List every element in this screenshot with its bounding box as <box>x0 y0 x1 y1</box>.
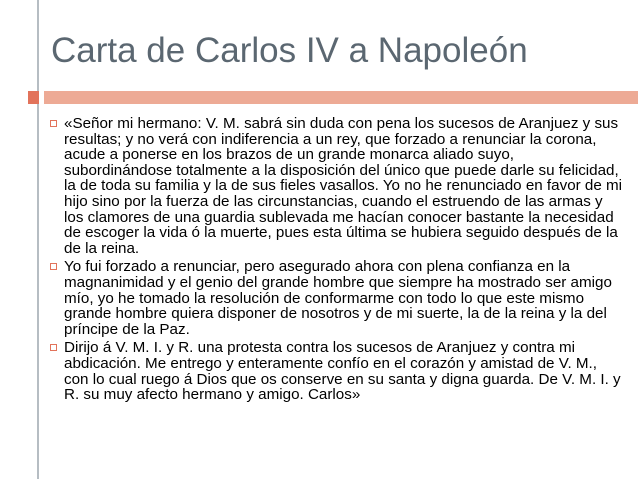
slide-title: Carta de Carlos IV a Napoleón <box>51 31 528 70</box>
square-bullet-icon <box>50 344 57 351</box>
square-bullet-icon <box>50 263 57 270</box>
paragraph-text: Yo fui forzado a renunciar, pero asegurado ahora con plena confianza en la magnanimidad y el genio del grande hombre que siempre ha mostrado ser amigo mío, yo he tomado la resolución de conformarme con todo lo que este mismo grande hombre quiera disponer de nosotros y de mi suerte, la de la reina y la del príncipe de la Paz. <box>64 258 612 338</box>
letter-paragraph-1 <box>50 116 625 256</box>
paragraph-text: Dirijo á V. M. I. y R. una protesta contra los sucesos de Aranjuez y contra mi abdicación. Me entrego y enteramente confío en el corazón y amistad de V. M., con lo cual ruego á Dios que os conserve en su santa y digna guarda. De V. M. I. y R. su muy afecto hermano y amigo. Carlos» <box>64 339 621 404</box>
square-bullet-icon <box>50 120 57 127</box>
letter-body <box>50 116 625 406</box>
paragraph-text: «Señor mi hermano: V. M. sabrá sin duda con pena los sucesos de Aranjuez y sus resultas; y no verá con indiferencia a un rey, que forzado a renunciar la corona, acude a ponerse en los brazos de un grande monarca aliado suyo, subordinándose totalmente a la disposición del único que puede darle su felicidad, la de toda su familia y la de sus fieles vasallos. Yo no he renunciado en favor de mi hijo sino por la fuerza de las circunstancias, cuando el estruendo de las armas y los clamores de una guardia sublevada me hacían conocer bastante la necesidad de escoger la vida ó la muerte, pues esta última se hubiera seguido después de la de la reina. <box>64 115 623 257</box>
letter-paragraph-2 <box>50 259 625 337</box>
letter-paragraph-3 <box>50 340 625 402</box>
title-accent-bar <box>44 91 638 104</box>
title-accent-square <box>28 91 39 104</box>
left-vertical-rule <box>37 0 39 479</box>
